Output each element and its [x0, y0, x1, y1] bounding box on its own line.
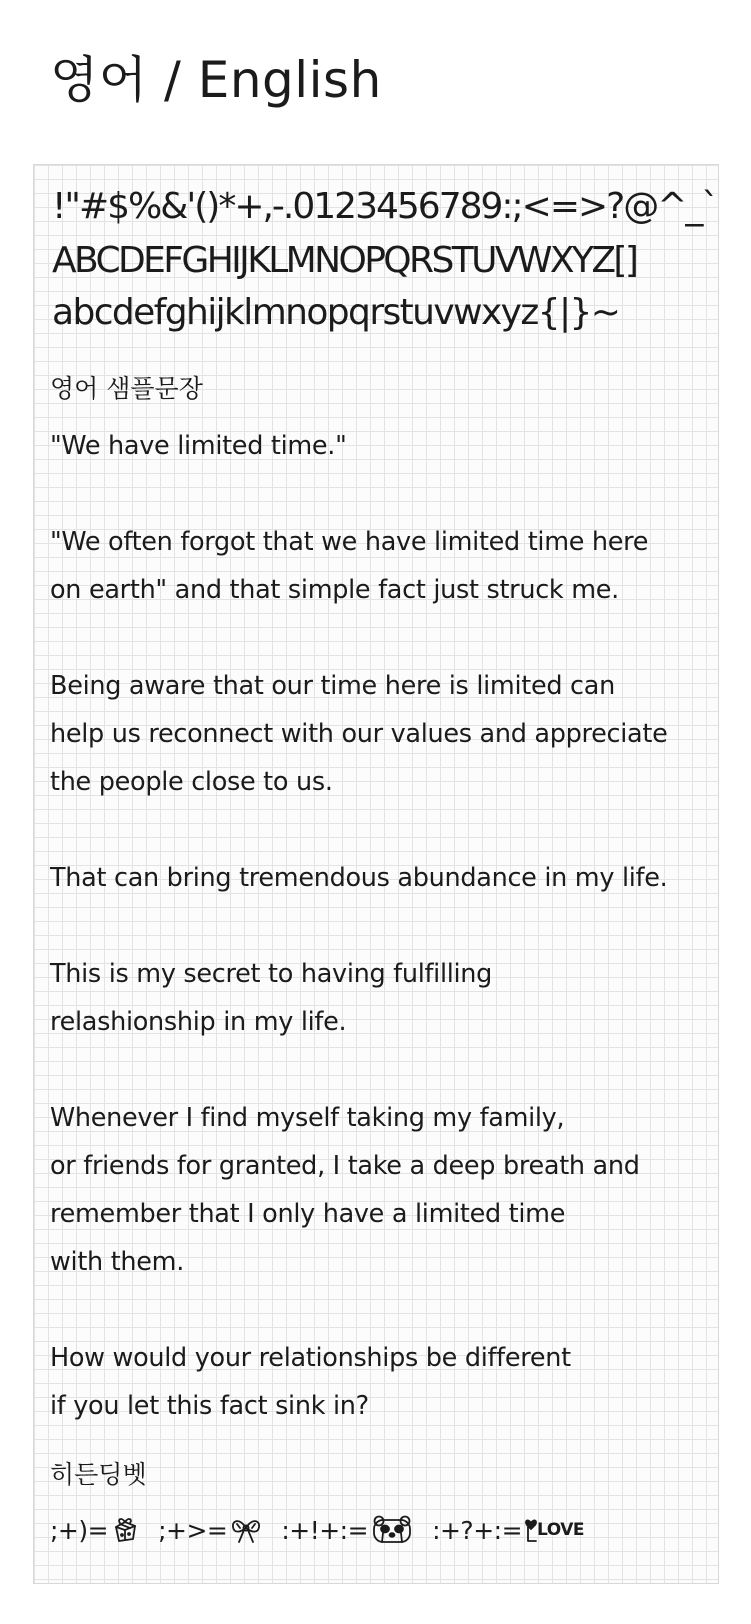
sample-paragraph: "We have limited time.": [50, 431, 347, 461]
hidden-dingbat-heading: 히든딩벳: [50, 1460, 147, 1489]
gift-box-icon: [110, 1515, 140, 1545]
sample-paragraph: How would your relationships be different if you let this fact sink in?: [50, 1343, 571, 1421]
glyph-lowercase-line: abcdefghijklmnopqrstuvwxyz{|}~: [52, 292, 620, 333]
dingbat-bear: [281, 1514, 414, 1546]
dingbat-code: :+!+:=: [281, 1515, 369, 1545]
dingbat-ribbon: [158, 1515, 263, 1545]
dingbat-emoticon-row: [50, 1508, 602, 1552]
ribbon-bow-icon: [229, 1515, 263, 1545]
dingbat-love: [432, 1515, 584, 1545]
dingbat-gift: [50, 1515, 140, 1545]
glyph-uppercase-line: ABCDEFGHIJKLMNOPQRSTUVWXYZ[]: [52, 240, 637, 281]
dingbat-code: ;+)=: [50, 1515, 109, 1545]
sample-paragraph: "We often forgot that we have limited time here on earth" and that simple fact just struck me.: [50, 527, 649, 605]
dingbat-code: :+?+:=: [432, 1515, 523, 1545]
sample-sentences: [50, 422, 720, 1478]
dingbat-code: ;+>=: [158, 1515, 228, 1545]
page-title: 영어 / English: [50, 51, 382, 109]
sample-heading: 영어 샘플문장: [50, 374, 203, 403]
sample-paragraph: Being aware that our time here is limited can help us reconnect with our values and appreciate the people close to us.: [50, 671, 668, 797]
love-text-icon: [524, 1515, 538, 1545]
sample-paragraph: That can bring tremendous abundance in my life.: [50, 863, 668, 893]
crying-bear-icon: [370, 1514, 414, 1546]
glyph-symbols-line: !"#$%&'()*+,-.0123456789:;<=>?@^_`: [52, 186, 718, 227]
love-text: LOVE: [537, 1520, 585, 1540]
sample-paragraph: Whenever I find myself taking my family, or friends for granted, I take a deep breath and remember that I only have a limited time with them.: [50, 1103, 640, 1277]
sample-paragraph: This is my secret to having fulfilling relashionship in my life.: [50, 959, 493, 1037]
